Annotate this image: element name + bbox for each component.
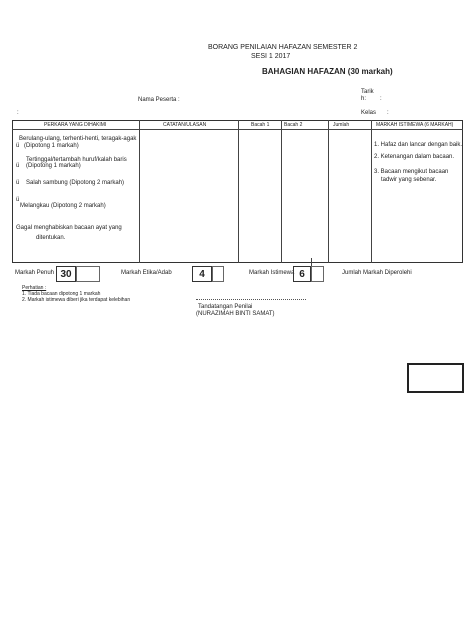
full-score-label: Markah Penuh [15, 270, 55, 276]
header-notes: CATATAN/ULASAN [163, 122, 207, 128]
form-title: BORANG PENILAIAN HAFAZAN SEMESTER 2 [208, 44, 358, 51]
header-reader-1: Bacah 1 [251, 122, 270, 128]
table-col-divider [238, 120, 239, 263]
date-colon: : [380, 96, 382, 102]
signature-line [196, 299, 306, 300]
assessor-name: (NURAZIMAH BINTI SAMAT) [196, 311, 275, 317]
criterion-3-marker: ü [16, 180, 20, 186]
criterion-3-text: Salah sambung (Dipotong 2 markah) [26, 180, 125, 186]
ethics-score-entry-box[interactable] [212, 266, 224, 282]
participant-label: Nama Peserta : [138, 97, 180, 103]
bonus-item-1: 1. Hafaz dan lancar dengan baik. [374, 142, 463, 148]
date-label-suffix: h: [361, 96, 367, 102]
header-bonus: MARKAH ISTIMEWA (6 MARKAH) [376, 122, 454, 128]
table-col-divider [139, 120, 140, 263]
table-col-divider [371, 120, 372, 263]
signature-label: Tandatangan Penilai [198, 304, 253, 310]
bonus-item-2: 2. Ketenangan dalam bacaan. [374, 154, 455, 160]
section-title: BAHAGIAN HAFAZAN (30 markah) [262, 67, 393, 76]
criterion-2-marker: ü [16, 163, 20, 169]
header-total: Jumlah [333, 122, 350, 128]
criterion-1-line-2: (Dipotong 1 markah) [24, 143, 79, 149]
criterion-2-line-1: Tertinggal/tertambah huruf/kalah baris [26, 157, 127, 163]
notes-title: Perhatian : [22, 285, 47, 291]
session-label: SESI 1 2017 [251, 53, 291, 60]
special-score-value: 6 [293, 266, 311, 282]
criterion-5-line-2: ditentukan. [36, 235, 66, 241]
header-criteria: PERKARA YANG DIHAKIMI [44, 122, 107, 128]
total-score-label: Jumlah Markah Diperolehi [342, 270, 412, 276]
class-label: Kelas [361, 110, 377, 116]
criterion-2-line-2: (Dipotong 1 markah) [26, 163, 81, 169]
special-score-label: Markah Istimewa [249, 270, 295, 276]
full-score-entry-box[interactable] [76, 266, 100, 282]
criterion-1-line-1: Berulang-ulang, terhenti-henti, teragak-agak [19, 136, 137, 142]
tick-mark [311, 258, 312, 266]
class-colon: : [387, 110, 389, 116]
ethics-score-value: 4 [192, 266, 212, 282]
date-label: Tarik [361, 89, 374, 95]
bonus-item-3-line-1: 3. Bacaan mengikut bacaan [374, 169, 449, 175]
full-score-value: 30 [56, 266, 76, 282]
ethics-score-label: Markah Etika/Adab [121, 270, 172, 276]
table-col-divider [328, 120, 329, 263]
criterion-4-text: Melangkau (Dipotong 2 markah) [20, 203, 106, 209]
header-reader-2: Bacah 2 [284, 122, 303, 128]
total-marks-box[interactable] [407, 363, 464, 393]
special-score-entry-box[interactable] [311, 266, 324, 282]
criterion-5-line-1: Gagal menghabiskan bacaan ayat yang [16, 225, 122, 231]
left-colon: : [17, 110, 19, 116]
note-1: 1. Tiada bacaan dipotong 1 markah [22, 291, 101, 297]
criterion-4-marker: ü [16, 197, 20, 203]
criterion-1-marker: ü [16, 143, 20, 149]
table-col-divider [281, 120, 282, 263]
note-2: 2. Markah istimewa diberi jika terdapat kelebihan [22, 297, 131, 303]
bonus-item-3-line-2: tadwir yang sebenar. [381, 177, 437, 183]
